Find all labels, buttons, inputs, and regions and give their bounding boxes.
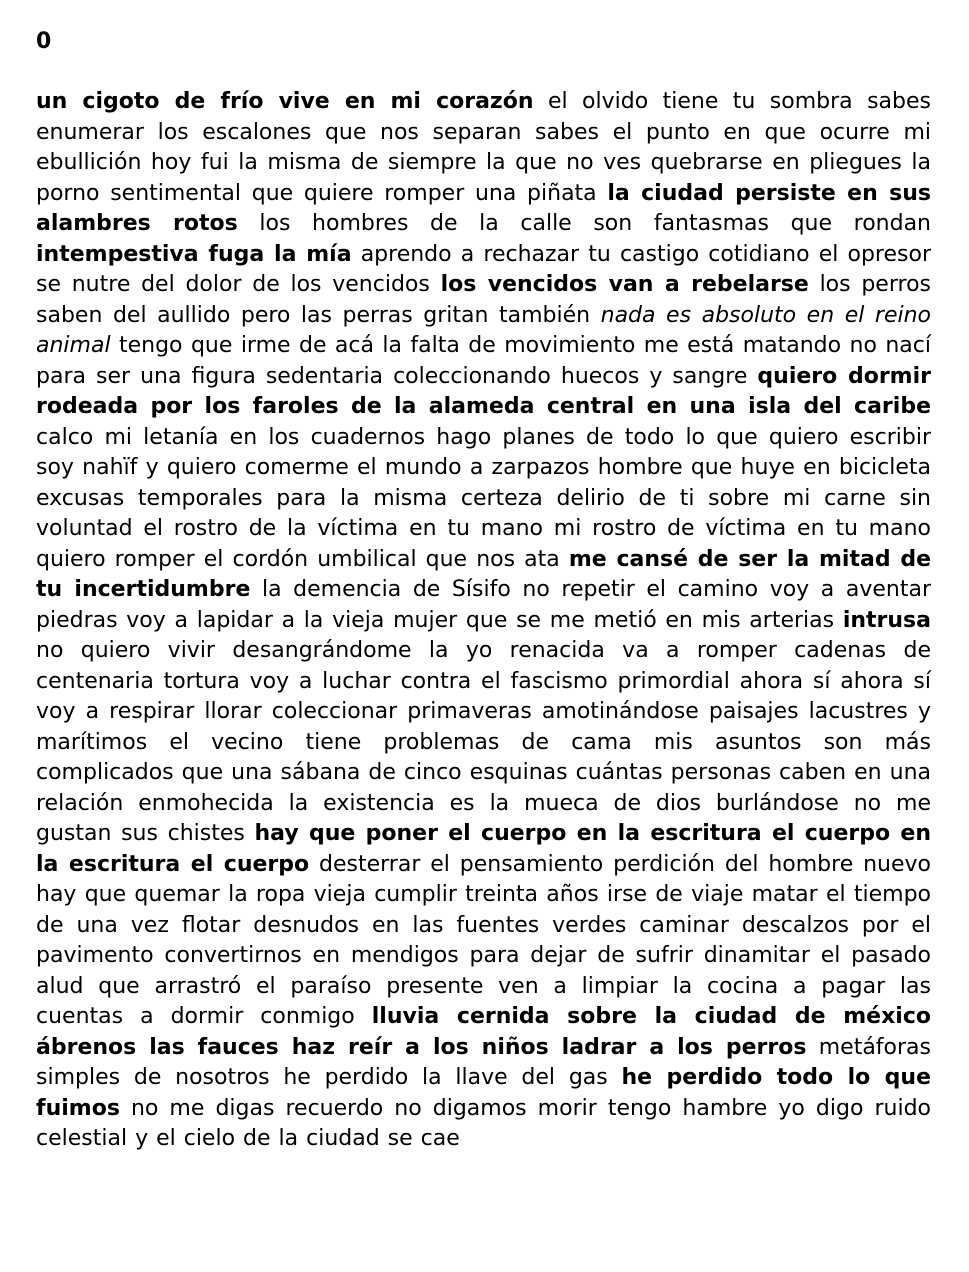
poem-run-normal: metáforas simples de nosotros he perdido la llave del gas bbox=[36, 1034, 931, 1090]
poem-run-normal: calco mi letanía en los cuadernos hago planes de todo lo que quiero escribir soy nahïf y quiero comerme el mundo a zarpazos hombre que huye en bicicleta excusas temporales para la misma certeza delirio de ti sobre mi carne sin voluntad el rostro de la víctima en tu mano mi rostro de víctima en tu mano quiero romper el cordón umbilical que nos ata bbox=[36, 424, 931, 572]
poem-run-normal: los hombres de la calle son fantasmas que rondan bbox=[237, 211, 931, 236]
poem-run-bold: lluvia cernida sobre la ciudad de méxico ábrenos las fauces haz reír a los niños ladrar a los perros bbox=[36, 1004, 931, 1060]
section-number-heading: 0 bbox=[36, 29, 52, 54]
poem-run-bold: hay que poner el cuerpo en la escritura el cuerpo en la escritura el cuerpo bbox=[36, 821, 931, 877]
poem-run-normal: aprendo a rechazar tu castigo cotidiano el opresor se nutre del dolor de los vencidos bbox=[36, 241, 931, 297]
poem-run-bold: quiero dormir rodeada por los faroles de la alameda central en una isla del caribe bbox=[36, 363, 931, 419]
poem-run-normal: la demencia de Sísifo no repetir el camino voy a aventar piedras voy a lapidar a la vieja mujer que se me metió en mis arterias bbox=[36, 577, 932, 633]
poem-run-normal: no quiero vivir desangrándome la yo renacida va a romper cadenas de centenaria tortura voy a luchar contra el fascismo primordial ahora sí ahora sí voy a respirar llorar coleccionar primaveras amotinándose paisajes lacustres y marítimos el vecino tiene problemas de cama mis asuntos son más complicados que una sábana de cinco esquinas cuántas personas caben en una relación enmohecida la existencia es la mueca de dios burlándose no me gustan sus chistes bbox=[36, 638, 931, 846]
poem-run-italic: nada es absoluto en el reino animal bbox=[36, 302, 931, 358]
poem-run-bold: intempestiva fuga la mía bbox=[36, 241, 352, 267]
poem-paragraph bbox=[36, 87, 931, 1155]
poem-run-normal: el olvido tiene tu sombra sabes enumerar los escalones que nos separan sabes el punto en que ocurre mi ebullición hoy fui la misma de siempre la que no ves quebrarse en pliegues la porno sentimental que quiere romper una piñata bbox=[36, 89, 931, 206]
poem-run-bold: un cigoto de frío vive en mi corazón bbox=[36, 89, 534, 114]
poem-run-bold: intrusa bbox=[842, 607, 931, 633]
poem-run-bold: los vencidos van a rebelarse bbox=[440, 272, 809, 297]
poem-run-normal: los perros saben del aullido pero las perras gritan también bbox=[36, 272, 931, 328]
poem-run-bold: he perdido todo lo que fuimos bbox=[36, 1065, 931, 1121]
poem-run-normal: tengo que irme de acá la falta de movimiento me está matando no nací para ser una figura sedentaria coleccionando huecos y sangre bbox=[36, 333, 931, 389]
poem-run-bold: la ciudad persiste en sus alambres rotos bbox=[36, 180, 931, 236]
poem-run-bold: me cansé de ser la mitad de tu incertidumbre bbox=[36, 546, 931, 602]
poem-run-normal: no me digas recuerdo no digamos morir tengo hambre yo digo ruido celestial y el cielo de la ciudad se cae bbox=[36, 1095, 931, 1151]
poem-run-normal: desterrar el pensamiento perdición del hombre nuevo hay que quemar la ropa vieja cumplir treinta años irse de viaje matar el tiempo de una vez flotar desnudos en las fuentes verdes caminar descalzos por el pavimento convertirnos en mendigos para dejar de sufrir dinamitar el pasado alud que arrastró el paraíso presente ven a limpiar la cocina a pagar las cuentas a dormir conmigo bbox=[36, 851, 932, 1029]
